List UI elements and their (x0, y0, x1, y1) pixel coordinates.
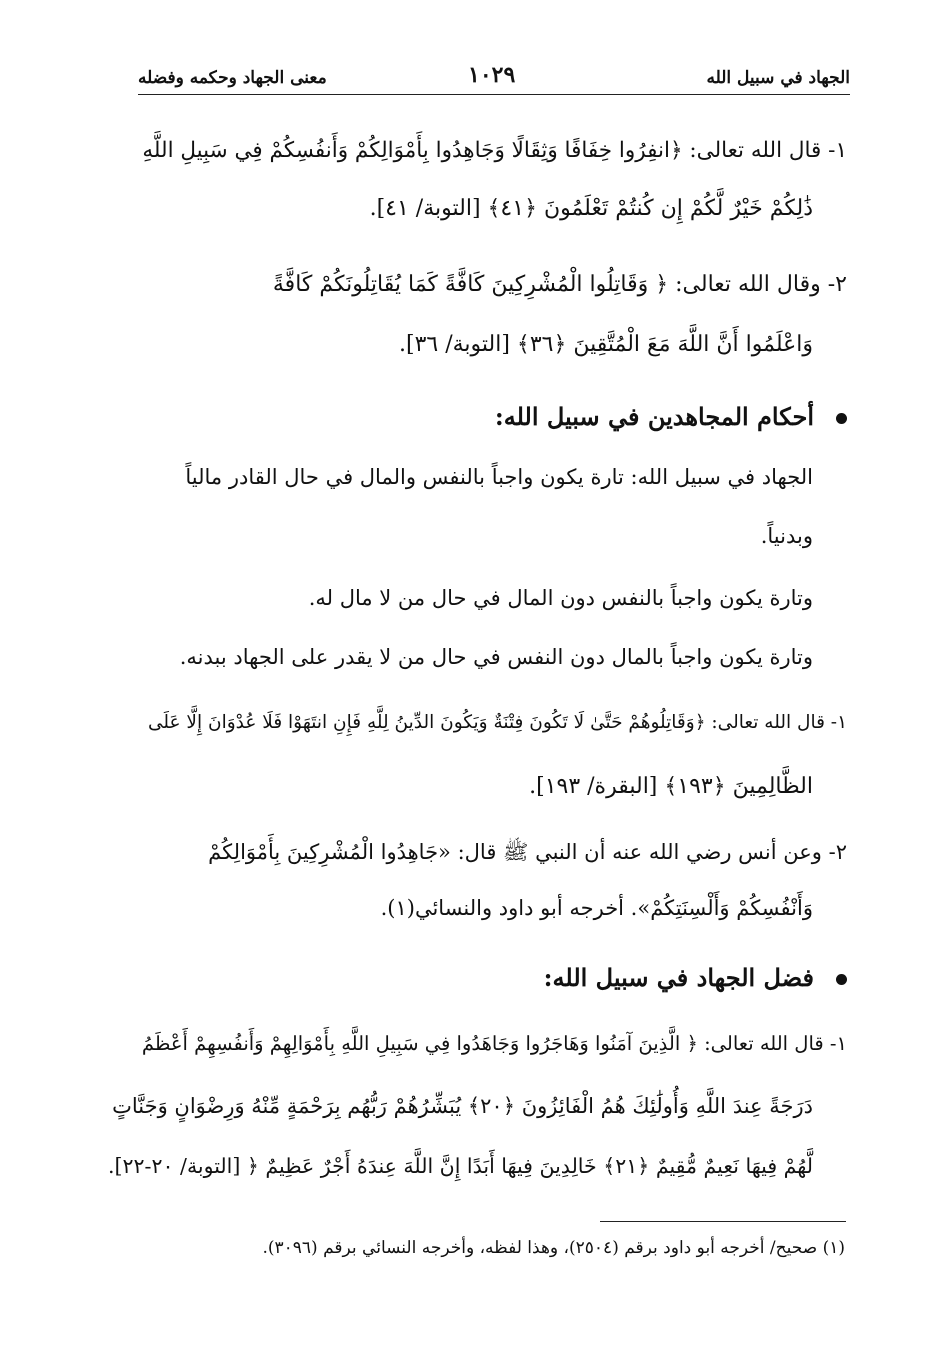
heading-text: أحكام المجاهدين في سبيل الله: (494, 402, 814, 431)
verse-line: دَرَجَةً عِندَ اللَّهِ وَأُولَٰئِكَ هُمُ الْفَائِزُونَ ﴿٢٠﴾ يُبَشِّرُهُمْ رَبُّهُم بِرَحْمَةٍ مِّنْهُ وَرِضْوَانٍ وَجَنَّاتٍ (112, 1094, 813, 1118)
verse-line: ١- قال الله تعالى: ﴿ الَّذِينَ آمَنُوا وَهَاجَرُوا وَجَاهَدُوا فِي سَبِيلِ اللَّهِ بِأَمْوَالِهِمْ وَأَنفُسِهِمْ أَعْظَمُ (141, 1032, 847, 1055)
running-title-left: معنى الجهاد وحكمه وفضله (138, 68, 327, 88)
verse-line: ذَٰلِكُمْ خَيْرٌ لَّكُمْ إِن كُنتُمْ تَعْلَمُونَ ﴿٤١﴾ [التوبة/ ٤١]. (369, 196, 813, 221)
verse-line: لَّهُمْ فِيهَا نَعِيمٌ مُّقِيمٌ ﴿٢١﴾ خَالِدِينَ فِيهَا أَبَدًا إِنَّ اللَّهَ عِندَهُ أَجْرٌ عَظِيمٌ ﴿ [التوبة/ ٢٠-٢٢]. (108, 1154, 813, 1178)
paragraph-line: وتارة يكون واجباً بالنفس دون المال في حال من لا مال له. (308, 586, 813, 610)
page-number: ١٠٢٩ (468, 62, 516, 88)
paragraph-line: وتارة يكون واجباً بالمال دون النفس في حال من لا يقدر على الجهاد ببدنه. (179, 645, 813, 669)
footnote: (١) صحيح/ أخرجه أبو داود برقم (٢٥٠٤)، وهذا لفظه، وأخرجه النسائي برقم (٣٠٩٦). (262, 1238, 845, 1258)
bullet-icon (836, 413, 847, 424)
running-title-right: الجهاد في سبيل الله (706, 68, 850, 88)
verse-line: الظَّالِمِينَ ﴿١٩٣﴾ [البقرة/ ١٩٣]. (529, 774, 813, 799)
paragraph-line: الجهاد في سبيل الله: تارة يكون واجباً بالنفس والمال في حال القادر مالياً (185, 465, 813, 489)
section-heading (495, 402, 847, 431)
verse-line: ١- قال الله تعالى: ﴿انفِرُوا خِفَافًا وَثِقَالًا وَجَاهِدُوا بِأَمْوَالِكُمْ وَأَنفُسِكُمْ فِي سَبِيلِ اللَّهِ (142, 138, 847, 163)
verse-line: ١- قال الله تعالى: ﴿وَقَاتِلُوهُمْ حَتَّىٰ لَا تَكُونَ فِتْنَةٌ وَيَكُونَ الدِّينُ لِلَّهِ فَإِنِ انتَهَوْا فَلَا عُدْوَانَ إِلَّا عَلَى (147, 712, 847, 733)
paragraph-line: وبدنياً. (760, 524, 813, 548)
hadith-line: وَأَنْفُسِكُمْ وَأَلْسِنَتِكُمْ». أخرجه أبو داود والنسائي(١). (380, 896, 813, 920)
verse-line: وَاعْلَمُوا أَنَّ اللَّهَ مَعَ الْمُتَّقِينَ ﴿٣٦﴾ [التوبة/ ٣٦]. (398, 332, 813, 357)
footnote-divider (600, 1221, 846, 1222)
verse-line: ٢- وقال الله تعالى: ﴿ وَقَاتِلُوا الْمُشْرِكِينَ كَافَّةً كَمَا يُقَاتِلُونَكُمْ كَافَّةً (272, 272, 847, 297)
heading-text: فضل الجهاد في سبيل الله: (543, 963, 814, 992)
hadith-line: ٢- وعن أنس رضي الله عنه أن النبي ﷺ قال: «جَاهِدُوا الْمُشْرِكِينَ بِأَمْوَالِكُمْ (208, 840, 847, 864)
bullet-icon (836, 974, 847, 985)
page-header (138, 62, 850, 95)
section-heading (544, 963, 847, 992)
